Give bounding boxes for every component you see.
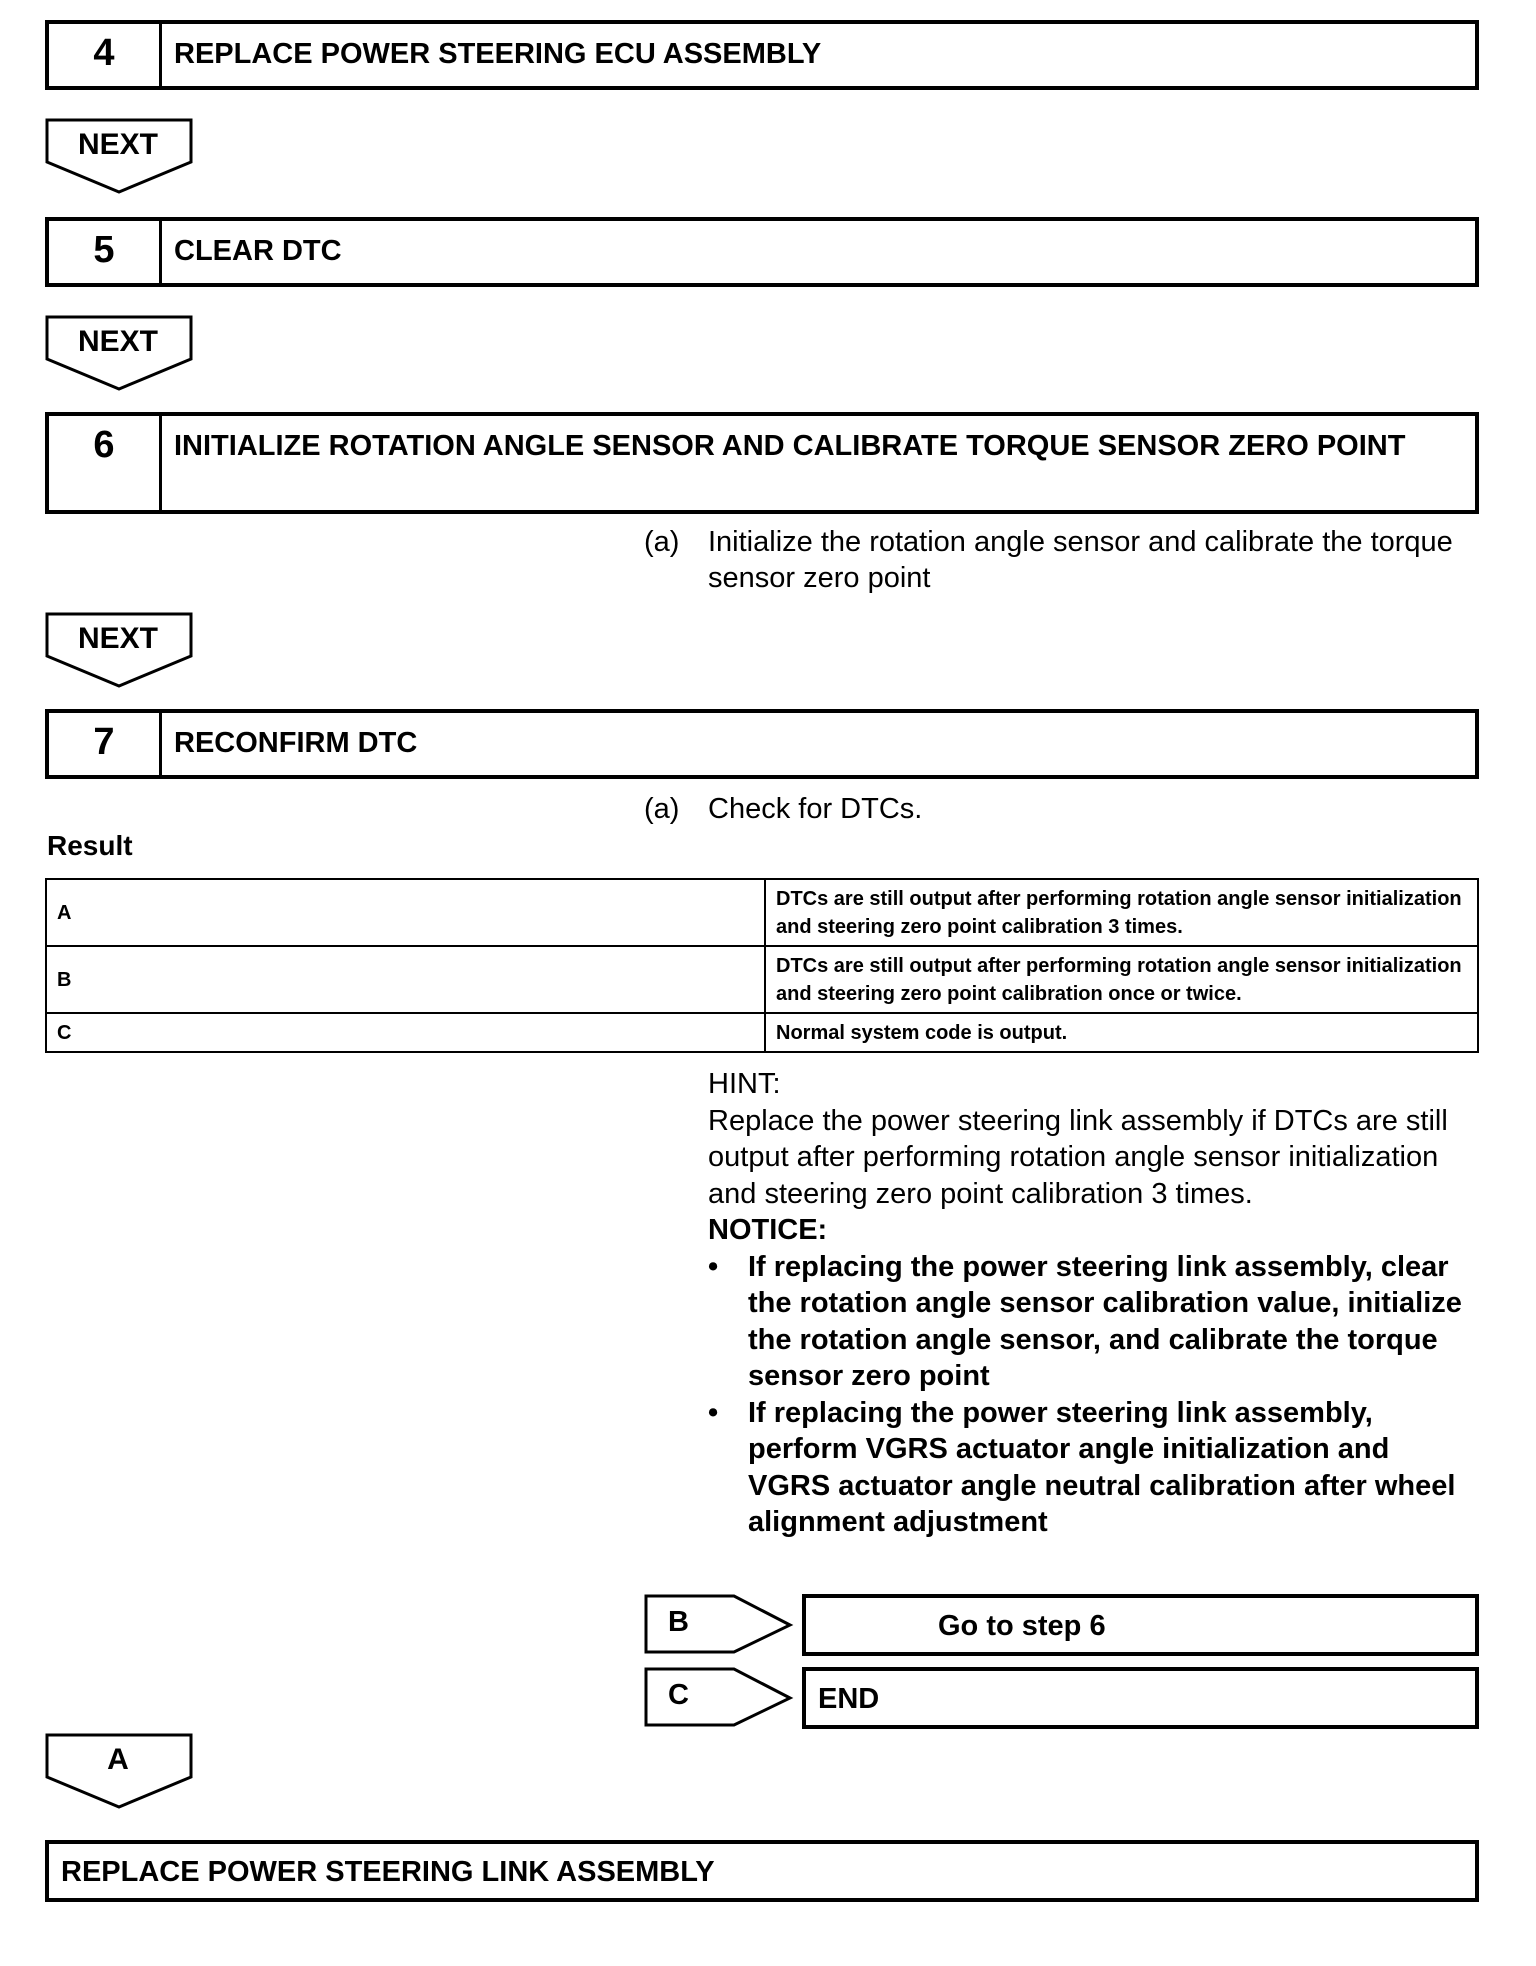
result-code: B bbox=[46, 946, 765, 1013]
step-number: 5 bbox=[49, 221, 162, 283]
substep-marker: (a) bbox=[644, 793, 680, 825]
next-arrow-3 bbox=[45, 612, 195, 692]
step-title: CLEAR DTC bbox=[174, 235, 342, 267]
result-a-label: A bbox=[107, 1743, 129, 1776]
substep-marker: (a) bbox=[644, 526, 680, 558]
substep-text: Check for DTCs. bbox=[708, 793, 923, 825]
branch-code: B bbox=[668, 1606, 689, 1638]
step-6-header bbox=[45, 412, 1479, 514]
step-number: 6 bbox=[49, 416, 162, 510]
result-code: A bbox=[46, 879, 765, 946]
table-row bbox=[46, 879, 1478, 946]
table-row bbox=[46, 1013, 1478, 1052]
result-description: Normal system code is output. bbox=[765, 1013, 1478, 1052]
hint-title: HINT: bbox=[708, 1068, 781, 1100]
notice-item: • If replacing the power steering link assembly, perform VGRS actuator angle initialization and VGRS actuator angle neutral calibration after wheel alignment adjustment bbox=[708, 1395, 1468, 1541]
result-code: C bbox=[46, 1013, 765, 1052]
branch-target: END bbox=[802, 1667, 1479, 1729]
step-number: 4 bbox=[49, 24, 162, 86]
table-row bbox=[46, 946, 1478, 1013]
substep-text: Initialize the rotation angle sensor and calibrate the torque sensor zero point bbox=[708, 526, 1453, 594]
step-7-header bbox=[45, 709, 1479, 779]
notice-item: • If replacing the power steering link assembly, clear the rotation angle sensor calibration value, initialize the rotation angle sensor, and calibrate the torque sensor zero point bbox=[708, 1249, 1468, 1395]
result-table bbox=[45, 878, 1479, 1053]
hint-notice-block bbox=[708, 1066, 1468, 1541]
next-arrow-1 bbox=[45, 118, 195, 198]
next-label: NEXT bbox=[77, 325, 158, 358]
final-action-box: REPLACE POWER STEERING LINK ASSEMBLY bbox=[45, 1840, 1479, 1902]
step-7-substep bbox=[644, 791, 1468, 827]
step-4-header bbox=[45, 20, 1479, 90]
notice-title: NOTICE: bbox=[708, 1214, 828, 1246]
step-title: INITIALIZE ROTATION ANGLE SENSOR AND CALIBRATE TORQUE SENSOR ZERO POINT bbox=[174, 430, 1406, 462]
step-5-header bbox=[45, 217, 1479, 287]
branch-b bbox=[644, 1594, 1479, 1656]
result-a-arrow bbox=[45, 1733, 195, 1813]
next-label: NEXT bbox=[77, 128, 158, 161]
step-number: 7 bbox=[49, 713, 162, 775]
result-description: DTCs are still output after performing rotation angle sensor initialization and steering zero point calibration 3 times. bbox=[765, 879, 1478, 946]
notice-list bbox=[708, 1249, 1468, 1541]
next-label: NEXT bbox=[77, 622, 158, 655]
result-label: Result bbox=[47, 830, 133, 861]
hint-text: Replace the power steering link assembly if DTCs are still output after performing rotation angle sensor initialization and steering zero point calibration 3 times. bbox=[708, 1104, 1448, 1210]
result-description: DTCs are still output after performing rotation angle sensor initialization and steering zero point calibration once or twice. bbox=[765, 946, 1478, 1013]
branch-c bbox=[644, 1667, 1479, 1729]
step-title: REPLACE POWER STEERING ECU ASSEMBLY bbox=[174, 38, 822, 70]
step-6-substep bbox=[644, 524, 1468, 596]
branch-code: C bbox=[668, 1679, 689, 1711]
step-title: RECONFIRM DTC bbox=[174, 727, 418, 759]
next-arrow-2 bbox=[45, 315, 195, 395]
branch-target: Go to step 6 bbox=[802, 1594, 1479, 1656]
